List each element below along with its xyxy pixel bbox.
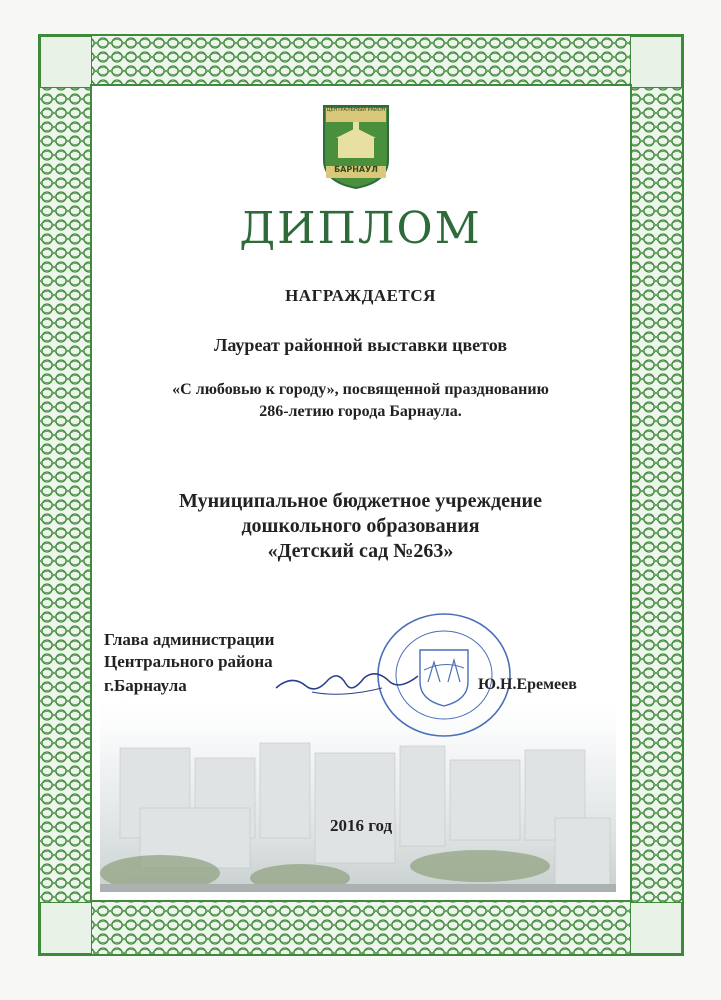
institution-line-2: дошкольного образования [241,515,480,537]
laureate-text: Лауреат районной выставки цветов [213,335,508,355]
signatory-line-3: г.Барнаула [104,676,187,695]
corner-ornament-tr [630,36,682,88]
institution-line-3: «Детский сад №263» [267,540,454,562]
institution-line-1: Муниципальное бюджетное учреждение [179,490,542,512]
signatory-name: Ю.Н.Еремеев [478,676,577,693]
corner-ornament-bl [40,902,92,954]
city-panorama-photo [100,688,616,892]
awarded-label: НАГРАЖДАЕТСЯ [285,286,436,305]
corner-ornament-br [630,902,682,954]
emblem-bottom-text: БАРНАУЛ [334,165,378,174]
devoted-line-1: «С любовью к городу», посвященной празднованию [172,381,549,398]
signatory-line-1: Глава администрации [104,630,275,649]
diploma-title: ДИПЛОМ [239,203,482,254]
signatory-line-2: Центрального района [104,652,273,671]
devoted-line-2: 286-летию города Барнаула. [259,403,462,420]
year-label: 2016 год [330,816,393,835]
district-emblem-icon [322,104,390,190]
signature-mark [272,664,422,704]
emblem-top-text: ЦЕНТРАЛЬНЫЙ РАЙОН [326,107,386,113]
corner-ornament-tl [40,36,92,88]
